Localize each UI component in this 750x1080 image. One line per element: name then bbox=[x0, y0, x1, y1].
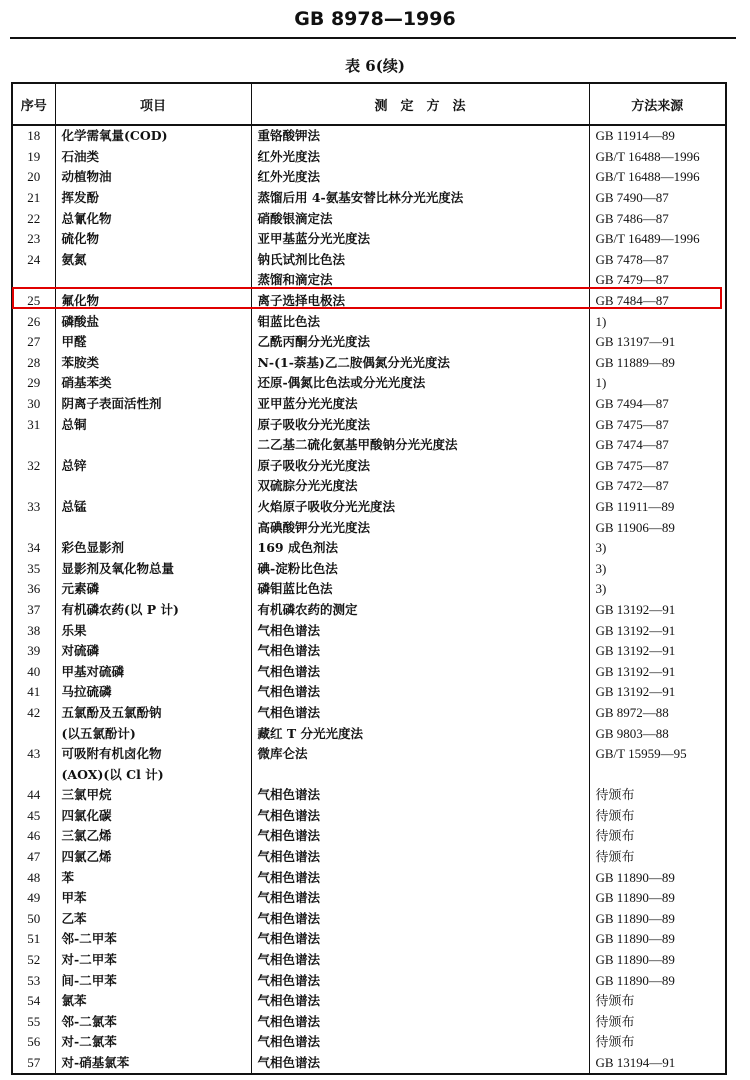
cell-number: 18 bbox=[12, 125, 55, 147]
cell-source: GB/T 16488—1996 bbox=[595, 169, 700, 185]
cell-item: 五氯酚及五氯酚钠 bbox=[55, 703, 251, 724]
table-row bbox=[12, 476, 726, 497]
cell-item: 总锌 bbox=[55, 456, 251, 477]
cell-source: GB/T 16489—1996 bbox=[595, 231, 700, 247]
cell-method: 原子吸收分光光度法 bbox=[251, 456, 589, 477]
cell-method: 气相色谱法 bbox=[251, 970, 589, 991]
cell-method: 气相色谱法 bbox=[251, 785, 589, 806]
cell-source: GB 13192—91 bbox=[595, 601, 676, 617]
cell-number bbox=[12, 435, 55, 456]
table-row bbox=[12, 188, 726, 209]
cell-item: 显影剂及氧化物总量 bbox=[55, 558, 251, 579]
cell-source: GB 11906—89 bbox=[595, 519, 675, 535]
cell-item: (AOX)(以 Cl 计) bbox=[55, 764, 251, 785]
table-row bbox=[12, 764, 726, 785]
cell-number: 48 bbox=[12, 867, 55, 888]
cell-item: 硝基苯类 bbox=[55, 373, 251, 394]
cell-source: GB 7472—87 bbox=[595, 478, 669, 494]
cell-method: 磷钼蓝比色法 bbox=[251, 579, 589, 600]
cell-item: 苯胺类 bbox=[55, 353, 251, 374]
table-row bbox=[12, 456, 726, 477]
table-row bbox=[12, 1012, 726, 1033]
cell-item: 苯 bbox=[55, 867, 251, 888]
table-row bbox=[12, 497, 726, 518]
table-row bbox=[12, 847, 726, 868]
cell-number: 40 bbox=[12, 661, 55, 682]
table-row bbox=[12, 414, 726, 435]
table-row bbox=[12, 641, 726, 662]
cell-number: 53 bbox=[12, 970, 55, 991]
cell-item: 挥发酚 bbox=[55, 188, 251, 209]
cell-source: GB 7474—87 bbox=[595, 437, 669, 453]
cell-source: 3) bbox=[595, 540, 607, 556]
table-row bbox=[12, 167, 726, 188]
cell-source: GB 11890—89 bbox=[595, 890, 675, 906]
cell-source: GB 8972—88 bbox=[595, 704, 669, 720]
cell-item bbox=[55, 517, 251, 538]
table-row bbox=[12, 311, 726, 332]
cell-method: 气相色谱法 bbox=[251, 806, 589, 827]
cell-number: 47 bbox=[12, 847, 55, 868]
cell-number bbox=[12, 517, 55, 538]
cell-item: 硫化物 bbox=[55, 229, 251, 250]
cell-number: 36 bbox=[12, 579, 55, 600]
table-container bbox=[11, 82, 727, 1075]
cell-number: 43 bbox=[12, 744, 55, 765]
col-header-source: 方法来源 bbox=[589, 83, 726, 125]
cell-source: GB 11911—89 bbox=[595, 498, 675, 514]
cell-number: 21 bbox=[12, 188, 55, 209]
standard-header: GB 8978—1996 bbox=[294, 8, 456, 30]
cell-number: 35 bbox=[12, 558, 55, 579]
cell-number: 49 bbox=[12, 888, 55, 909]
cell-source: 1) bbox=[595, 375, 607, 391]
cell-method: 有机磷农药的测定 bbox=[251, 600, 589, 621]
cell-number: 22 bbox=[12, 208, 55, 229]
cell-item: 彩色显影剂 bbox=[55, 538, 251, 559]
cell-item: 总铜 bbox=[55, 414, 251, 435]
cell-item: 三氯甲烷 bbox=[55, 785, 251, 806]
cell-source: GB 7494—87 bbox=[595, 396, 669, 412]
cell-method: 气相色谱法 bbox=[251, 661, 589, 682]
table-row bbox=[12, 558, 726, 579]
cell-item: 乐果 bbox=[55, 620, 251, 641]
cell-method: 亚甲蓝分光光度法 bbox=[251, 394, 589, 415]
cell-method: 气相色谱法 bbox=[251, 929, 589, 950]
cell-item: 间-二甲苯 bbox=[55, 970, 251, 991]
cell-number: 33 bbox=[12, 497, 55, 518]
cell-method: 气相色谱法 bbox=[251, 1032, 589, 1053]
table-row bbox=[12, 147, 726, 168]
cell-item: 氟化物 bbox=[55, 291, 251, 312]
table-row bbox=[12, 888, 726, 909]
cell-method: 亚甲基蓝分光光度法 bbox=[251, 229, 589, 250]
cell-method: N-(1-萘基)乙二胺偶氮分光光度法 bbox=[251, 353, 589, 374]
cell-item: 甲苯 bbox=[55, 888, 251, 909]
cell-method: 钼蓝比色法 bbox=[251, 311, 589, 332]
cell-method bbox=[251, 764, 589, 785]
cell-method: 高碘酸钾分光光度法 bbox=[251, 517, 589, 538]
cell-method: 火焰原子吸收分光光度法 bbox=[251, 497, 589, 518]
cell-source: GB 11890—89 bbox=[595, 952, 675, 968]
table-row bbox=[12, 826, 726, 847]
cell-method: 气相色谱法 bbox=[251, 682, 589, 703]
cell-method: 气相色谱法 bbox=[251, 1012, 589, 1033]
cell-number bbox=[12, 723, 55, 744]
cell-method: 气相色谱法 bbox=[251, 888, 589, 909]
table-row bbox=[12, 1032, 726, 1053]
table-header-row bbox=[12, 83, 726, 125]
table-row bbox=[12, 270, 726, 291]
table-row bbox=[12, 229, 726, 250]
col-header-item: 项目 bbox=[55, 83, 251, 125]
cell-source: GB 11890—89 bbox=[595, 931, 675, 947]
cell-item: 总锰 bbox=[55, 497, 251, 518]
cell-item: 四氯乙烯 bbox=[55, 847, 251, 868]
cell-number: 29 bbox=[12, 373, 55, 394]
table-row bbox=[12, 785, 726, 806]
cell-source: 待颁布 bbox=[595, 993, 635, 1009]
cell-source: GB/T 15959—95 bbox=[595, 746, 687, 762]
cell-source: 待颁布 bbox=[595, 849, 635, 865]
cell-source: GB 11890—89 bbox=[595, 972, 675, 988]
cell-method: 红外光度法 bbox=[251, 167, 589, 188]
cell-number: 30 bbox=[12, 394, 55, 415]
cell-source: 待颁布 bbox=[595, 1013, 635, 1029]
table-row bbox=[12, 291, 726, 312]
cell-source: 1) bbox=[595, 313, 607, 329]
cell-source: GB 7475—87 bbox=[595, 457, 669, 473]
cell-number: 37 bbox=[12, 600, 55, 621]
cell-method: 气相色谱法 bbox=[251, 641, 589, 662]
table-row bbox=[12, 703, 726, 724]
table-row bbox=[12, 950, 726, 971]
cell-item: 对-二氯苯 bbox=[55, 1032, 251, 1053]
cell-source: GB 9803—88 bbox=[595, 725, 669, 741]
cell-method: 还原-偶氮比色法或分光光度法 bbox=[251, 373, 589, 394]
table-title: 表 6(续) bbox=[345, 57, 405, 75]
table-row bbox=[12, 373, 726, 394]
cell-item: 总氰化物 bbox=[55, 208, 251, 229]
cell-method: 双硫腙分光光度法 bbox=[251, 476, 589, 497]
cell-item: 乙苯 bbox=[55, 909, 251, 930]
cell-source: GB 13194—91 bbox=[595, 1055, 676, 1071]
table-row bbox=[12, 579, 726, 600]
cell-method: 蒸馏后用 4-氨基安替比林分光光度法 bbox=[251, 188, 589, 209]
cell-source: GB 13192—91 bbox=[595, 643, 676, 659]
cell-item: 磷酸盐 bbox=[55, 311, 251, 332]
cell-item: 化学需氧量(COD) bbox=[55, 125, 251, 147]
cell-source: 3) bbox=[595, 581, 607, 597]
cell-number bbox=[12, 476, 55, 497]
cell-source: GB 7486—87 bbox=[595, 210, 669, 226]
cell-item: 动植物油 bbox=[55, 167, 251, 188]
cell-source: 待颁布 bbox=[595, 828, 635, 844]
cell-item: 对-硝基氯苯 bbox=[55, 1053, 251, 1075]
cell-number bbox=[12, 764, 55, 785]
cell-method: 藏红 T 分光光度法 bbox=[251, 723, 589, 744]
cell-item: 甲醛 bbox=[55, 332, 251, 353]
cell-source: 待颁布 bbox=[595, 1034, 635, 1050]
table-row bbox=[12, 744, 726, 765]
cell-number: 26 bbox=[12, 311, 55, 332]
cell-number: 45 bbox=[12, 806, 55, 827]
table-row bbox=[12, 332, 726, 353]
cell-number: 20 bbox=[12, 167, 55, 188]
table-row bbox=[12, 125, 726, 147]
cell-number: 46 bbox=[12, 826, 55, 847]
cell-method: 原子吸收分光光度法 bbox=[251, 414, 589, 435]
cell-source: GB 11890—89 bbox=[595, 869, 675, 885]
cell-source: GB 7484—87 bbox=[595, 293, 669, 309]
cell-number: 23 bbox=[12, 229, 55, 250]
cell-number: 56 bbox=[12, 1032, 55, 1053]
cell-method: 气相色谱法 bbox=[251, 620, 589, 641]
cell-item: 元素磷 bbox=[55, 579, 251, 600]
cell-method: 气相色谱法 bbox=[251, 867, 589, 888]
cell-item bbox=[55, 270, 251, 291]
table-row bbox=[12, 620, 726, 641]
cell-number: 27 bbox=[12, 332, 55, 353]
cell-method: 重铬酸钾法 bbox=[251, 125, 589, 147]
cell-number: 24 bbox=[12, 250, 55, 271]
cell-source: GB 11889—89 bbox=[595, 354, 675, 370]
cell-item: 邻-二氯苯 bbox=[55, 1012, 251, 1033]
header-rule bbox=[10, 37, 736, 39]
cell-method: 气相色谱法 bbox=[251, 950, 589, 971]
cell-number: 51 bbox=[12, 929, 55, 950]
cell-source: GB 13192—91 bbox=[595, 684, 676, 700]
col-header-method: 测 定 方 法 bbox=[251, 83, 589, 125]
table-row bbox=[12, 250, 726, 271]
cell-method: 红外光度法 bbox=[251, 147, 589, 168]
table-body bbox=[12, 125, 726, 1074]
cell-source: GB 7479—87 bbox=[595, 272, 669, 288]
cell-number: 50 bbox=[12, 909, 55, 930]
cell-item: 氨氮 bbox=[55, 250, 251, 271]
cell-item: 阴离子表面活性剂 bbox=[55, 394, 251, 415]
cell-number: 38 bbox=[12, 620, 55, 641]
cell-number: 34 bbox=[12, 538, 55, 559]
table-row bbox=[12, 806, 726, 827]
cell-number bbox=[12, 270, 55, 291]
cell-method: 钠氏试剂比色法 bbox=[251, 250, 589, 271]
cell-method: 气相色谱法 bbox=[251, 991, 589, 1012]
cell-source: GB 11914—89 bbox=[595, 128, 675, 144]
table-row bbox=[12, 867, 726, 888]
cell-method: 气相色谱法 bbox=[251, 703, 589, 724]
table-row bbox=[12, 723, 726, 744]
table-row bbox=[12, 929, 726, 950]
cell-source: GB 7475—87 bbox=[595, 416, 669, 432]
table-row bbox=[12, 353, 726, 374]
cell-item: 四氯化碳 bbox=[55, 806, 251, 827]
table-row bbox=[12, 394, 726, 415]
cell-source bbox=[589, 764, 726, 785]
cell-source: GB/T 16488—1996 bbox=[595, 148, 700, 164]
cell-source: GB 7478—87 bbox=[595, 251, 669, 267]
table-row bbox=[12, 661, 726, 682]
table-row bbox=[12, 208, 726, 229]
cell-source: 3) bbox=[595, 560, 607, 576]
cell-number: 55 bbox=[12, 1012, 55, 1033]
cell-source: GB 13197—91 bbox=[595, 334, 676, 350]
cell-item: 氯苯 bbox=[55, 991, 251, 1012]
table-row bbox=[12, 1053, 726, 1075]
methods-table bbox=[11, 82, 727, 1075]
cell-method: 169 成色剂法 bbox=[251, 538, 589, 559]
cell-source: GB 11890—89 bbox=[595, 910, 675, 926]
cell-number: 42 bbox=[12, 703, 55, 724]
cell-method: 蒸馏和滴定法 bbox=[251, 270, 589, 291]
table-row bbox=[12, 538, 726, 559]
cell-item: 石油类 bbox=[55, 147, 251, 168]
cell-method: 微库仑法 bbox=[251, 744, 589, 765]
cell-number: 39 bbox=[12, 641, 55, 662]
cell-method: 硝酸银滴定法 bbox=[251, 208, 589, 229]
cell-method: 碘-淀粉比色法 bbox=[251, 558, 589, 579]
cell-source: GB 13192—91 bbox=[595, 663, 676, 679]
table-row bbox=[12, 970, 726, 991]
cell-number: 32 bbox=[12, 456, 55, 477]
table-row bbox=[12, 991, 726, 1012]
table-row bbox=[12, 909, 726, 930]
cell-method: 离子选择电极法 bbox=[251, 291, 589, 312]
table-row bbox=[12, 600, 726, 621]
cell-item: 对-二甲苯 bbox=[55, 950, 251, 971]
cell-number: 52 bbox=[12, 950, 55, 971]
cell-number: 19 bbox=[12, 147, 55, 168]
table-row bbox=[12, 682, 726, 703]
cell-number: 41 bbox=[12, 682, 55, 703]
cell-method: 气相色谱法 bbox=[251, 1053, 589, 1075]
cell-method: 乙酰丙酮分光光度法 bbox=[251, 332, 589, 353]
cell-number: 28 bbox=[12, 353, 55, 374]
cell-number: 25 bbox=[12, 291, 55, 312]
cell-number: 57 bbox=[12, 1053, 55, 1075]
table-row bbox=[12, 517, 726, 538]
cell-item: 三氯乙烯 bbox=[55, 826, 251, 847]
cell-source: GB 7490—87 bbox=[595, 190, 669, 206]
cell-item: (以五氯酚计) bbox=[55, 723, 251, 744]
cell-item: 对硫磷 bbox=[55, 641, 251, 662]
cell-method: 气相色谱法 bbox=[251, 847, 589, 868]
cell-method: 二乙基二硫化氨基甲酸钠分光光度法 bbox=[251, 435, 589, 456]
col-header-number: 序号 bbox=[12, 83, 55, 125]
cell-item: 甲基对硫磷 bbox=[55, 661, 251, 682]
cell-source: 待颁布 bbox=[595, 787, 635, 803]
cell-item: 马拉硫磷 bbox=[55, 682, 251, 703]
table-row bbox=[12, 435, 726, 456]
cell-item bbox=[55, 476, 251, 497]
cell-source: 待颁布 bbox=[595, 807, 635, 823]
cell-item: 可吸附有机卤化物 bbox=[55, 744, 251, 765]
cell-number: 31 bbox=[12, 414, 55, 435]
cell-source: GB 13192—91 bbox=[595, 622, 676, 638]
cell-method: 气相色谱法 bbox=[251, 826, 589, 847]
cell-item: 邻-二甲苯 bbox=[55, 929, 251, 950]
cell-item bbox=[55, 435, 251, 456]
cell-method: 气相色谱法 bbox=[251, 909, 589, 930]
cell-number: 54 bbox=[12, 991, 55, 1012]
cell-number: 44 bbox=[12, 785, 55, 806]
cell-item: 有机磷农药(以 P 计) bbox=[55, 600, 251, 621]
